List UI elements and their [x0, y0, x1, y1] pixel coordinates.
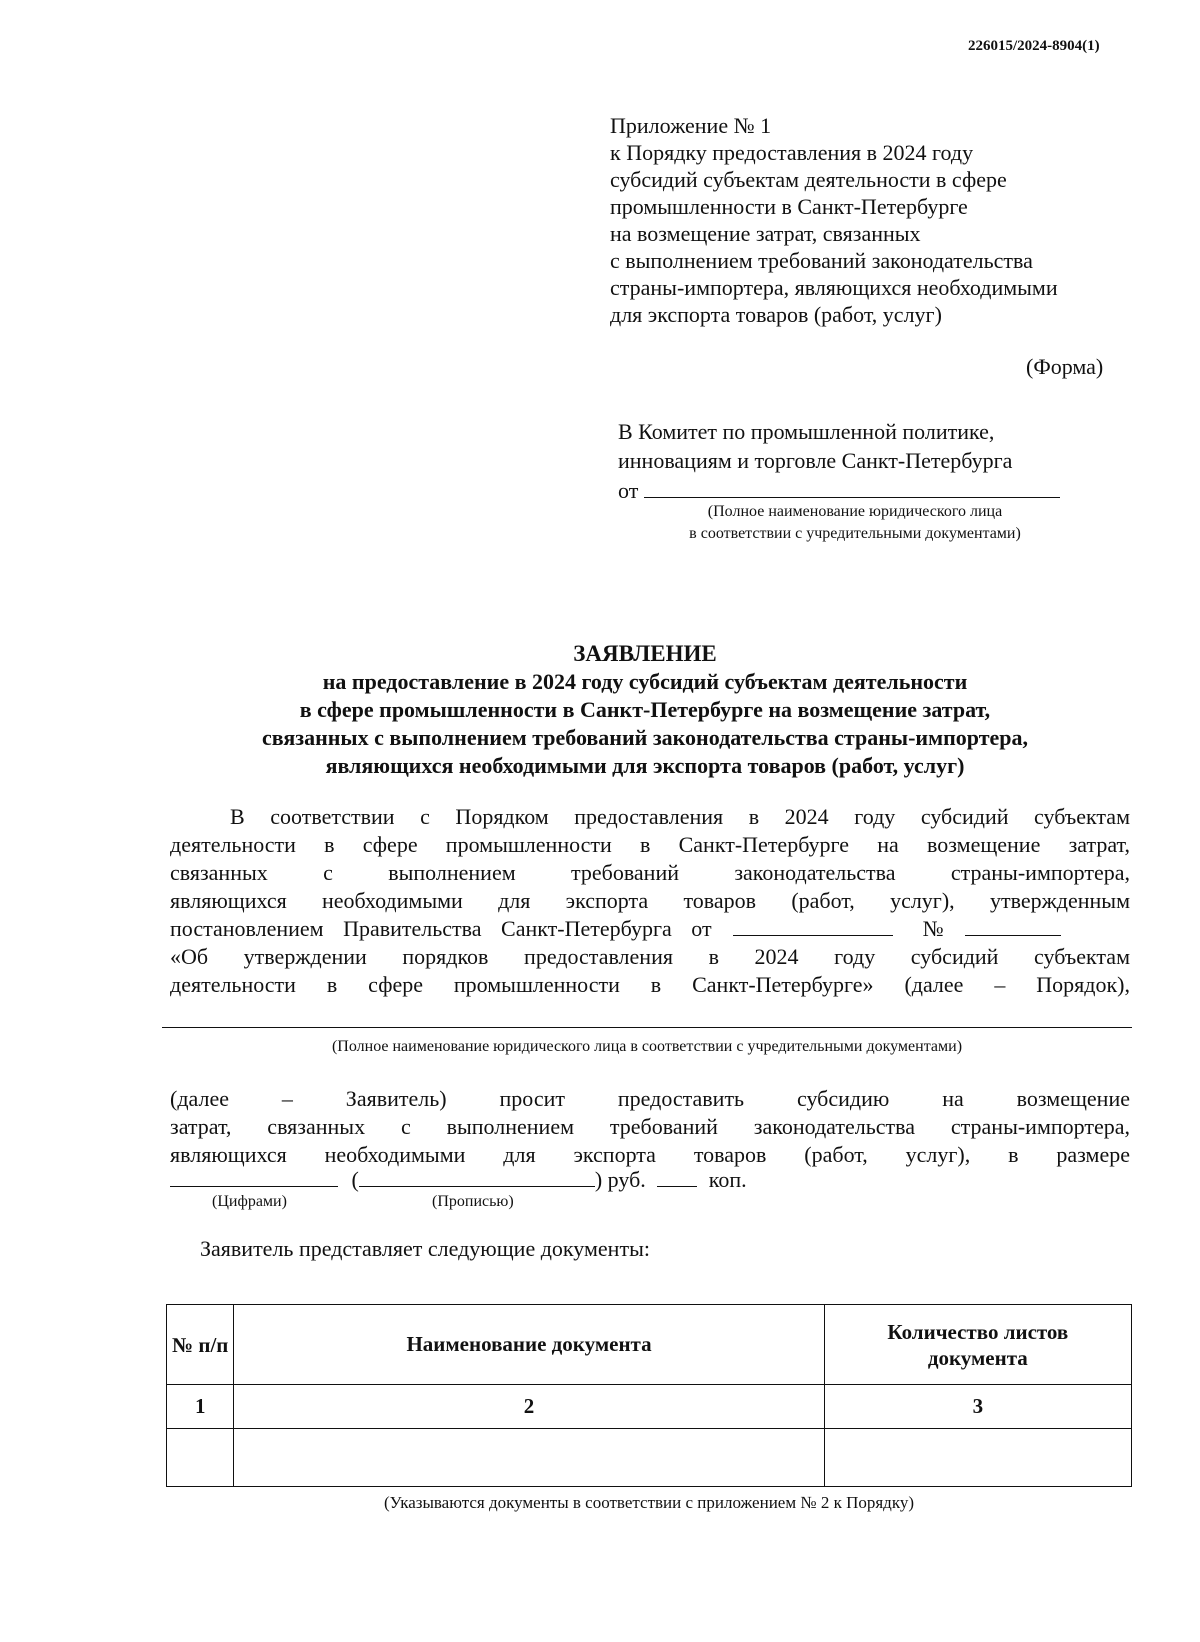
- title-line: в сфере промышленности в Санкт-Петербурге на возмещение затрат,: [299, 697, 991, 722]
- hint-words: (Прописью): [432, 1193, 514, 1210]
- paren-open: (: [351, 1167, 359, 1192]
- document-number: 226015/2024-8904(1): [968, 38, 1100, 54]
- resolution-number-field[interactable]: [965, 915, 1061, 936]
- table-cell-empty[interactable]: [167, 1429, 234, 1487]
- paragraph-line: В соответствии с Порядком предоставления в 2024 году субсидий субъектам: [230, 804, 1130, 829]
- applicant-name-field[interactable]: [644, 475, 1060, 498]
- appendix-line: к Порядку предоставления в 2024 году: [610, 140, 974, 165]
- number-sign: №: [922, 916, 944, 941]
- appendix-line: с выполнением требований законодательства: [610, 248, 1033, 273]
- from-hint-line: в соответствии с учредительными документами): [689, 525, 1021, 542]
- table-cell: 2: [234, 1385, 824, 1429]
- appendix-line: страны-импортера, являющихся необходимыми: [610, 275, 1058, 300]
- appendix-header: [610, 112, 1150, 328]
- header-number: № п/п: [167, 1305, 234, 1385]
- header-document-name: Наименование документа: [234, 1305, 824, 1385]
- paragraph-line: «Об утверждении порядков предоставления в 2024 году субсидий субъектам: [170, 944, 1130, 969]
- paragraph-line: являющихся необходимыми для экспорта товаров (работ, услуг), утвержденным: [170, 888, 1130, 913]
- table-cell: 3: [824, 1385, 1131, 1429]
- paragraph-line: затрат, связанных с выполнением требований законодательства страны-импортера,: [170, 1114, 1130, 1139]
- recipient-line: инновациям и торговле Санкт-Петербурга: [618, 448, 1013, 473]
- paragraph-2: [170, 1085, 1130, 1169]
- kop-label: коп.: [708, 1167, 747, 1192]
- table-cell-empty[interactable]: [234, 1429, 824, 1487]
- documents-intro: Заявитель представляет следующие документы:: [200, 1236, 650, 1261]
- kopecks-field[interactable]: [657, 1166, 697, 1187]
- title-main: ЗАЯВЛЕНИЕ: [573, 641, 717, 666]
- paragraph-1: [170, 803, 1130, 999]
- amount-digits-field[interactable]: [170, 1166, 338, 1187]
- appendix-line: Приложение № 1: [610, 113, 772, 138]
- paragraph-line: связанных с выполнением требований законодательства страны-импортера,: [170, 860, 1130, 885]
- table-cell-empty[interactable]: [824, 1429, 1131, 1487]
- table-header-row: [167, 1305, 1132, 1385]
- from-hint: [640, 501, 1070, 545]
- documents-table: [166, 1304, 1132, 1487]
- legal-entity-hint: (Полное наименование юридического лица в соответствии с учредительными документами): [331, 1038, 963, 1055]
- from-hint-line: (Полное наименование юридического лица: [707, 503, 1003, 520]
- from-label: от: [618, 478, 639, 503]
- paragraph-line-text: постановлением Правительства Санкт-Петербурга от: [170, 916, 712, 941]
- legal-entity-name-field[interactable]: [162, 1027, 1132, 1028]
- paragraph-line: являющихся необходимыми для экспорта товаров (работ, услуг), в размере: [170, 1142, 1130, 1167]
- appendix-line: на возмещение затрат, связанных: [610, 221, 921, 246]
- appendix-line: для экспорта товаров (работ, услуг): [610, 302, 942, 327]
- document-title: [160, 640, 1130, 780]
- appendix-line: субсидий субъектам деятельности в сфере: [610, 167, 1007, 192]
- recipient-line: В Комитет по промышленной политике,: [618, 419, 995, 444]
- hint-digits: (Цифрами): [212, 1193, 287, 1210]
- amount-words-field[interactable]: [359, 1166, 595, 1187]
- paragraph-line: деятельности в сфере промышленности в Санкт-Петербурге на возмещение затрат,: [170, 832, 1130, 857]
- table-cell: 1: [167, 1385, 234, 1429]
- recipient-block: [618, 417, 1060, 505]
- rub-label: ) руб.: [594, 1167, 646, 1192]
- title-line: связанных с выполнением требований законодательства страны-импортера,: [261, 725, 1029, 750]
- table-note: (Указываются документы в соответствии с приложением № 2 к Порядку): [383, 1493, 914, 1512]
- title-line: на предоставление в 2024 году субсидий субъектам деятельности: [322, 669, 968, 694]
- resolution-date-field[interactable]: [733, 915, 893, 936]
- amount-row: [170, 1166, 747, 1193]
- appendix-line: промышленности в Санкт-Петербурге: [610, 194, 968, 219]
- paragraph-line: (далее – Заявитель) просит предоставить субсидию на возмещение: [170, 1086, 1130, 1111]
- form-label: (Форма): [1026, 354, 1104, 379]
- paragraph-line: деятельности в сфере промышленности в Санкт-Петербурге» (далее – Порядок),: [170, 972, 1130, 997]
- title-line: являющихся необходимыми для экспорта товаров (работ, услуг): [325, 753, 965, 778]
- header-page-count: Количество листов документа: [824, 1305, 1131, 1385]
- table-row: [167, 1429, 1132, 1487]
- table-numbering-row: [167, 1385, 1132, 1429]
- resolution-row: [170, 915, 1130, 943]
